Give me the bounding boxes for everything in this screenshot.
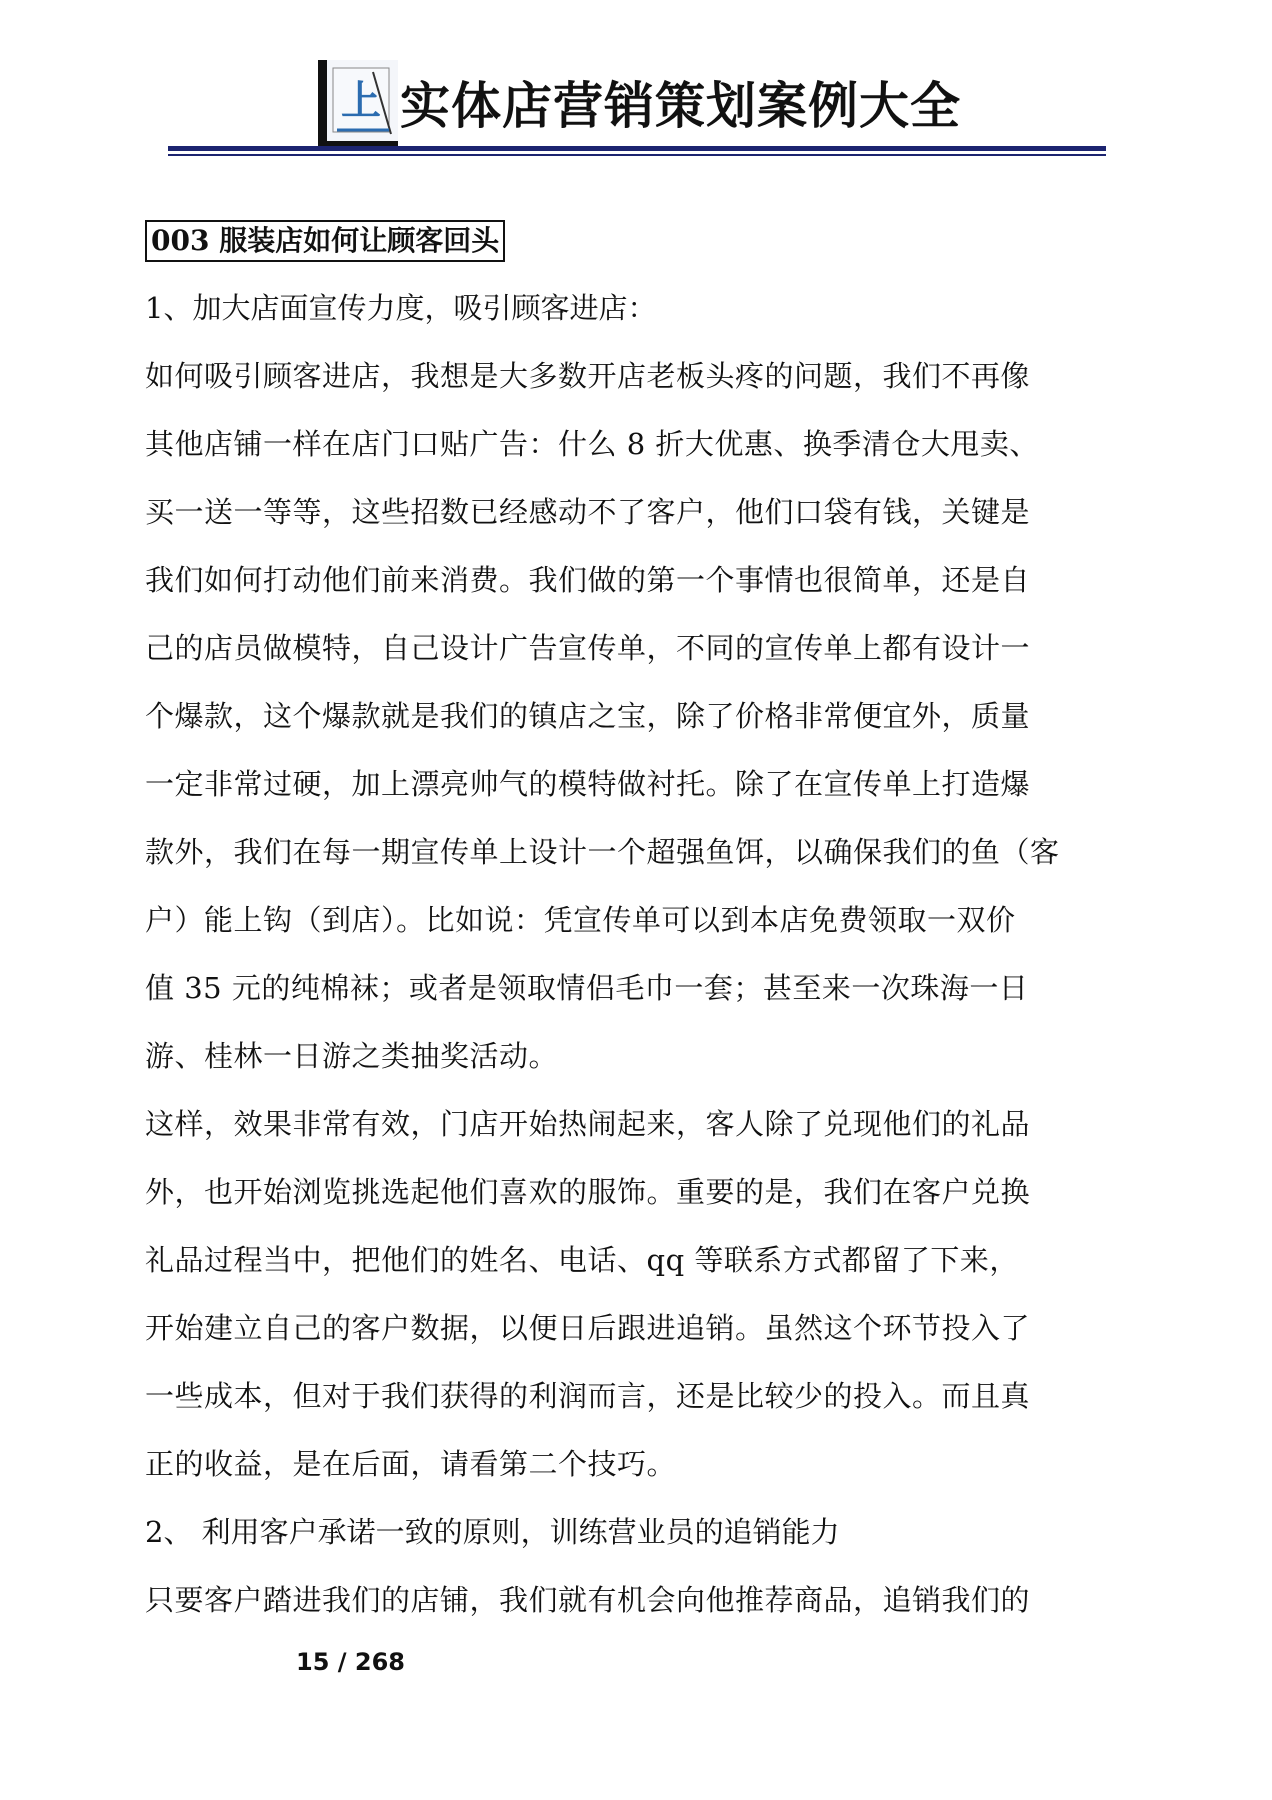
- book-logo: [318, 60, 398, 146]
- paragraph-line: 如何吸引顾客进店，我想是大多数开店老板头疼的问题，我们不再像: [145, 359, 1031, 393]
- section-title: 003 服装店如何让顾客回头: [145, 220, 505, 262]
- paragraph-line: 一些成本，但对于我们获得的利润而言，还是比较少的投入。而且真: [145, 1379, 1031, 1413]
- paragraph-line: 这样，效果非常有效，门店开始热闹起来，客人除了兑现他们的礼品: [145, 1107, 1031, 1141]
- header-rule-thin: [168, 154, 1106, 156]
- paragraph-line: 款外，我们在每一期宣传单上设计一个超强鱼饵，以确保我们的鱼（客: [145, 835, 1060, 869]
- page-header: [0, 0, 1272, 180]
- paragraph-line: 我们如何打动他们前来消费。我们做的第一个事情也很简单，还是自: [145, 563, 1031, 597]
- paragraph-1: [145, 342, 1085, 1090]
- paragraph-2: [145, 1090, 1085, 1498]
- paragraph-line: 己的店员做模特，自己设计广告宣传单，不同的宣传单上都有设计一: [145, 631, 1031, 665]
- paragraph-line: 外，也开始浏览挑选起他们喜欢的服饰。重要的是，我们在客户兑换: [145, 1175, 1031, 1209]
- paragraph-line: 户）能上钩（到店）。比如说：凭宣传单可以到本店免费领取一双价: [145, 903, 1016, 937]
- paragraph-line: 其他店铺一样在店门口贴广告：什么 8 折大优惠、换季清仓大甩卖、: [145, 427, 1039, 461]
- logo-char: 上: [341, 78, 381, 124]
- document-title: 实体店营销策划案例大全: [400, 77, 961, 135]
- paragraph-line: 值 35 元的纯棉袜；或者是领取情侣毛巾一套；甚至来一次珠海一日: [145, 971, 1029, 1005]
- paragraph-line: 买一送一等等，这些招数已经感动不了客户，他们口袋有钱，关键是: [145, 495, 1031, 529]
- subheading-2: 2、 利用客户承诺一致的原则，训练营业员的追销能力: [145, 1515, 840, 1549]
- paragraph-line: 开始建立自己的客户数据，以便日后跟进追销。虽然这个环节投入了: [145, 1311, 1031, 1345]
- paragraph-line: 一定非常过硬，加上漂亮帅气的模特做衬托。除了在宣传单上打造爆: [145, 767, 1031, 801]
- header-rule: [168, 146, 1106, 151]
- paragraph-line: 个爆款，这个爆款就是我们的镇店之宝，除了价格非常便宜外，质量: [145, 699, 1031, 733]
- paragraph-line: 只要客户踏进我们的店铺，我们就有机会向他推荐商品，追销我们的: [145, 1583, 1031, 1617]
- paragraph-3: [145, 1566, 1085, 1634]
- paragraph-line: 正的收益，是在后面，请看第二个技巧。: [145, 1447, 677, 1481]
- book-logo-icon: [329, 64, 395, 138]
- page-number: 15 / 268: [296, 1648, 405, 1676]
- main-content: [145, 220, 1085, 1634]
- paragraph-line: 礼品过程当中，把他们的姓名、电话、qq 等联系方式都留了下来，: [145, 1243, 1019, 1277]
- paragraph-line: 游、桂林一日游之类抽奖活动。: [145, 1039, 559, 1073]
- subheading-1: 1、加大店面宣传力度，吸引顾客进店：: [145, 291, 657, 325]
